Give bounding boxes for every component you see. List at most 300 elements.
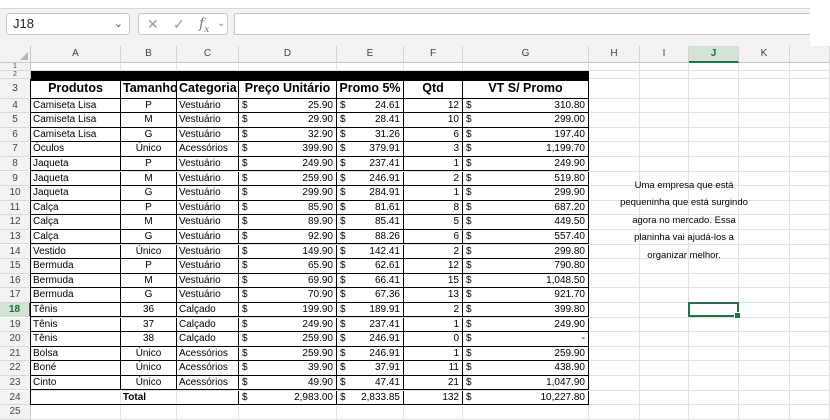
table-cell[interactable] xyxy=(463,186,589,201)
table-cell[interactable] xyxy=(463,361,589,376)
cell-value: 299.90 xyxy=(554,187,585,199)
table-cell[interactable] xyxy=(337,259,404,274)
row-header-11[interactable]: 11 xyxy=(0,201,31,216)
currency-symbol: $ xyxy=(242,99,248,111)
table-cell[interactable]: 21 xyxy=(404,376,463,391)
row-header-12[interactable]: 12 xyxy=(0,215,31,230)
table-cell[interactable]: 36 xyxy=(121,303,177,318)
currency-symbol: $ xyxy=(466,376,472,388)
table-cell[interactable]: M xyxy=(121,215,177,230)
table-cell[interactable] xyxy=(463,288,589,303)
currency-symbol: $ xyxy=(242,157,248,169)
column-header-h[interactable]: H xyxy=(589,46,640,63)
currency-symbol: $ xyxy=(242,362,248,374)
cell-value: 687.20 xyxy=(554,201,585,213)
table-cell[interactable]: M xyxy=(121,274,177,289)
cell-value: 31.26 xyxy=(374,128,400,140)
row-header-21[interactable]: 21 xyxy=(0,347,31,362)
table-cell[interactable] xyxy=(239,332,337,347)
cell-value: 65.90 xyxy=(307,260,333,272)
table-cell[interactable] xyxy=(337,347,404,362)
table-cell[interactable]: Cinto xyxy=(31,376,121,391)
cell-value: 237.41 xyxy=(369,157,400,169)
row-header-20[interactable]: 20 xyxy=(0,332,31,347)
row-header-18[interactable]: 18 xyxy=(0,303,31,318)
table-cell[interactable]: 38 xyxy=(121,332,177,347)
cell-value: 557.40 xyxy=(554,230,585,242)
table-cell[interactable]: 2 xyxy=(404,172,463,187)
currency-symbol: $ xyxy=(340,143,346,155)
table-cell[interactable]: Óculos xyxy=(31,142,121,157)
table-cell[interactable] xyxy=(463,274,589,289)
table-cell[interactable] xyxy=(239,318,337,333)
table-cell[interactable] xyxy=(463,230,589,245)
table-cell[interactable]: Vestuário xyxy=(177,157,239,172)
table-cell[interactable] xyxy=(239,274,337,289)
table-cell[interactable] xyxy=(337,172,404,187)
table-cell[interactable]: Vestuário xyxy=(177,259,239,274)
column-header-j[interactable]: J xyxy=(689,46,739,63)
cell-value: 81.61 xyxy=(374,201,400,213)
table-cell[interactable] xyxy=(463,215,589,230)
table-cell[interactable] xyxy=(239,99,337,114)
row-header-14[interactable]: 14 xyxy=(0,245,31,260)
table-cell[interactable]: 12 xyxy=(404,259,463,274)
cell-value: 259.90 xyxy=(302,347,333,359)
table-cell[interactable]: P xyxy=(121,99,177,114)
gridline xyxy=(789,63,790,420)
cell-value: 449.50 xyxy=(554,216,585,228)
table-cell[interactable] xyxy=(463,128,589,143)
currency-symbol: $ xyxy=(466,318,472,330)
table-header-cell: Tamanho xyxy=(121,79,177,99)
table-cell[interactable]: M xyxy=(121,172,177,187)
currency-symbol: $ xyxy=(242,245,248,257)
fill-handle[interactable] xyxy=(734,312,741,319)
row-header-13[interactable]: 13 xyxy=(0,230,31,245)
currency-symbol: $ xyxy=(466,157,472,169)
currency-symbol: $ xyxy=(466,143,472,155)
cell-value: 85.90 xyxy=(307,201,333,213)
column-header-g[interactable]: G xyxy=(463,46,589,63)
currency-symbol: $ xyxy=(466,347,472,359)
table-cell[interactable] xyxy=(463,318,589,333)
column-header-d[interactable]: D xyxy=(239,46,337,63)
cell-value: 249.90 xyxy=(554,318,585,330)
row-header-2[interactable]: 2 xyxy=(0,71,31,79)
cell-value: 62.61 xyxy=(374,260,400,272)
table-cell[interactable]: Bolsa xyxy=(31,347,121,362)
cell-value: 69.90 xyxy=(307,274,333,286)
currency-symbol: $ xyxy=(466,289,472,301)
cell-value: 85.41 xyxy=(374,216,400,228)
cell-value: 189.91 xyxy=(369,303,400,315)
row-header-1[interactable]: 1 xyxy=(0,63,31,71)
cell-value: 32.90 xyxy=(307,128,333,140)
table-cell[interactable] xyxy=(239,113,337,128)
table-cell[interactable]: 2 xyxy=(404,303,463,318)
table-cell[interactable]: Acessórios xyxy=(177,142,239,157)
table-cell[interactable] xyxy=(337,215,404,230)
currency-symbol: $ xyxy=(340,201,346,213)
table-cell[interactable]: Tênis xyxy=(31,303,121,318)
currency-symbol: $ xyxy=(340,187,346,199)
currency-symbol: $ xyxy=(466,216,472,228)
row-header-9[interactable]: 9 xyxy=(0,172,31,187)
chevron-down-icon[interactable]: ⌄ xyxy=(217,18,226,29)
column-header-c[interactable]: C xyxy=(177,46,239,63)
table-cell[interactable]: 1 xyxy=(404,157,463,172)
table-cell[interactable]: Vestuário xyxy=(177,201,239,216)
cell-value: 249.90 xyxy=(302,318,333,330)
insert-function-icon[interactable]: $f_x$ xyxy=(199,16,210,35)
cell-value: 67.36 xyxy=(374,289,400,301)
table-cell[interactable]: Boné xyxy=(31,361,121,376)
table-cell[interactable] xyxy=(463,259,589,274)
table-cell[interactable]: G xyxy=(121,288,177,303)
table-cell[interactable]: 6 xyxy=(404,230,463,245)
currency-symbol: $ xyxy=(466,201,472,213)
cell-value: 246.91 xyxy=(369,347,400,359)
table-cell[interactable]: P xyxy=(121,259,177,274)
cell-value: 49.90 xyxy=(307,376,333,388)
currency-symbol: $ xyxy=(242,376,248,388)
row-header-3[interactable]: 3 xyxy=(0,79,31,99)
table-cell[interactable] xyxy=(463,332,589,347)
currency-symbol: $ xyxy=(242,216,248,228)
table-cell[interactable]: Acessórios xyxy=(177,361,239,376)
table-cell[interactable] xyxy=(239,128,337,143)
currency-symbol: $ xyxy=(340,216,346,228)
cell-value: 237.41 xyxy=(369,318,400,330)
table-header-cell: Preço Unitário xyxy=(239,79,337,99)
cell-value: - xyxy=(581,333,585,345)
table-cell[interactable]: 1 xyxy=(404,186,463,201)
table-cell[interactable] xyxy=(239,245,337,260)
cell-value: 24.61 xyxy=(374,99,400,111)
currency-symbol: $ xyxy=(466,187,472,199)
table-cell[interactable]: Único xyxy=(121,376,177,391)
row-header-16[interactable]: 16 xyxy=(0,274,31,289)
table-cell[interactable] xyxy=(337,201,404,216)
cell-value: 259.90 xyxy=(554,347,585,359)
formula-buttons xyxy=(138,13,228,35)
cell-value: 2,983.00 xyxy=(294,391,333,403)
currency-symbol: $ xyxy=(340,99,346,111)
cell-value: 249.90 xyxy=(554,157,585,169)
total-preco[interactable] xyxy=(239,391,337,406)
cell-value: 246.91 xyxy=(369,333,400,345)
table-cell[interactable]: P xyxy=(121,201,177,216)
currency-symbol: $ xyxy=(242,201,248,213)
table-cell[interactable] xyxy=(463,245,589,260)
currency-symbol: $ xyxy=(340,230,346,242)
table-cell[interactable]: Calça xyxy=(31,230,121,245)
table-cell[interactable]: Calçado xyxy=(177,332,239,347)
row-header-4[interactable]: 4 xyxy=(0,99,31,114)
table-cell[interactable]: Único xyxy=(121,245,177,260)
table-cell[interactable] xyxy=(463,201,589,216)
table-cell[interactable] xyxy=(463,172,589,187)
cell-value: 92.90 xyxy=(307,230,333,242)
table-cell[interactable] xyxy=(239,303,337,318)
currency-symbol: $ xyxy=(340,362,346,374)
currency-symbol: $ xyxy=(466,128,472,140)
currency-symbol: $ xyxy=(340,274,346,286)
cell-value: 1,047.90 xyxy=(546,376,585,388)
row-header-6[interactable]: 6 xyxy=(0,128,31,143)
table-cell[interactable] xyxy=(337,318,404,333)
table-cell[interactable] xyxy=(337,142,404,157)
table-cell[interactable] xyxy=(239,259,337,274)
cell-value: 1,199.70 xyxy=(546,143,585,155)
table-cell[interactable]: Jaqueta xyxy=(31,157,121,172)
table-cell[interactable]: Vestuário xyxy=(177,230,239,245)
currency-symbol: $ xyxy=(242,143,248,155)
table-cell[interactable]: 0 xyxy=(404,332,463,347)
row-header-23[interactable]: 23 xyxy=(0,376,31,391)
table-cell[interactable]: Único xyxy=(121,142,177,157)
table-cell[interactable]: Bermuda xyxy=(31,288,121,303)
table-cell[interactable]: Vestuário xyxy=(177,128,239,143)
currency-symbol: $ xyxy=(466,303,472,315)
name-box[interactable] xyxy=(6,13,130,35)
cell-value: 149.90 xyxy=(302,245,333,257)
currency-symbol: $ xyxy=(242,114,248,126)
cell-value: 249.90 xyxy=(302,157,333,169)
table-cell[interactable] xyxy=(239,361,337,376)
currency-symbol: $ xyxy=(466,274,472,286)
currency-symbol: $ xyxy=(466,333,472,345)
table-cell[interactable]: 5 xyxy=(404,215,463,230)
table-cell[interactable] xyxy=(337,376,404,391)
table-cell[interactable]: Camiseta Lisa xyxy=(31,128,121,143)
total-vt[interactable] xyxy=(463,391,589,406)
table-cell[interactable]: G xyxy=(121,230,177,245)
currency-symbol: $ xyxy=(340,114,346,126)
cell-value: 88.26 xyxy=(374,230,400,242)
cell-value: 142.41 xyxy=(369,245,400,257)
currency-symbol: $ xyxy=(242,260,248,272)
table-cell[interactable] xyxy=(337,113,404,128)
currency-symbol: $ xyxy=(242,128,248,140)
table-cell[interactable] xyxy=(337,157,404,172)
table-cell[interactable]: Bermuda xyxy=(31,259,121,274)
table-cell[interactable]: Camiseta Lisa xyxy=(31,113,121,128)
table-cell[interactable] xyxy=(239,142,337,157)
table-cell[interactable] xyxy=(463,303,589,318)
currency-symbol: $ xyxy=(340,245,346,257)
row-header-17[interactable]: 17 xyxy=(0,288,31,303)
table-cell[interactable]: Calça xyxy=(31,201,121,216)
table-cell[interactable] xyxy=(239,215,337,230)
table-cell[interactable]: Vestuário xyxy=(177,274,239,289)
row-header-8[interactable]: 8 xyxy=(0,157,31,172)
currency-symbol: $ xyxy=(466,245,472,257)
cell-value: 66.41 xyxy=(374,274,400,286)
table-cell[interactable]: 6 xyxy=(404,128,463,143)
row-header-5[interactable]: 5 xyxy=(0,113,31,128)
cell-value: 519.80 xyxy=(554,172,585,184)
row-header-19[interactable]: 19 xyxy=(0,318,31,333)
formula-bar-area xyxy=(0,0,810,46)
table-cell[interactable]: Tênis xyxy=(31,318,121,333)
table-cell[interactable]: 3 xyxy=(404,142,463,157)
table-cell[interactable]: 8 xyxy=(404,201,463,216)
currency-symbol: $ xyxy=(242,274,248,286)
table-cell[interactable]: Único xyxy=(121,347,177,362)
table-cell[interactable]: Único xyxy=(121,361,177,376)
table-cell[interactable]: 37 xyxy=(121,318,177,333)
table-cell[interactable]: Vestuário xyxy=(177,172,239,187)
table-cell[interactable] xyxy=(337,303,404,318)
selected-cell[interactable] xyxy=(688,302,739,318)
table-cell[interactable]: Vestuário xyxy=(177,99,239,114)
cell-value: 47.41 xyxy=(374,376,400,388)
table-cell[interactable] xyxy=(463,347,589,362)
table-cell[interactable]: Jaqueta xyxy=(31,186,121,201)
currency-symbol: $ xyxy=(466,391,472,403)
formula-input[interactable] xyxy=(234,13,810,35)
table-header-cell: Promo 5% xyxy=(337,79,404,99)
table-cell[interactable]: Camiseta Lisa xyxy=(31,99,121,114)
name-box-value: J18 xyxy=(13,16,34,31)
currency-symbol: $ xyxy=(466,260,472,272)
table-cell[interactable]: Vestuário xyxy=(177,186,239,201)
table-cell[interactable]: 15 xyxy=(404,274,463,289)
table-cell[interactable]: Calça xyxy=(31,215,121,230)
note-text-line: planinha vai ajudá-los a xyxy=(634,232,734,243)
table-cell[interactable] xyxy=(337,230,404,245)
row-header-10[interactable]: 10 xyxy=(0,186,31,201)
select-all-corner[interactable] xyxy=(0,46,31,63)
table-cell[interactable]: Tênis xyxy=(31,332,121,347)
confirm-icon[interactable]: ✓ xyxy=(173,16,185,32)
table-cell[interactable]: Jaqueta xyxy=(31,172,121,187)
cancel-icon[interactable]: ✕ xyxy=(147,16,159,32)
table-cell[interactable] xyxy=(337,128,404,143)
table-cell[interactable]: 10 xyxy=(404,113,463,128)
column-header-extra xyxy=(790,46,830,63)
table-cell[interactable] xyxy=(239,376,337,391)
column-header-b[interactable]: B xyxy=(121,46,177,63)
table-cell[interactable] xyxy=(337,186,404,201)
table-cell[interactable]: 12 xyxy=(404,99,463,114)
table-cell[interactable] xyxy=(337,332,404,347)
table-cell[interactable] xyxy=(337,274,404,289)
table-cell[interactable]: 2 xyxy=(404,245,463,260)
column-header-a[interactable]: A xyxy=(31,46,121,63)
table-cell[interactable] xyxy=(239,288,337,303)
column-header-f[interactable]: F xyxy=(404,46,463,63)
note-text-line: agora no mercado. Essa xyxy=(632,214,736,226)
table-cell[interactable]: 1 xyxy=(404,318,463,333)
cell-value: 197.40 xyxy=(554,128,585,140)
table-cell[interactable]: Vestuário xyxy=(177,245,239,260)
cell-value: 299.80 xyxy=(554,245,585,257)
cell-value: 379.91 xyxy=(369,143,400,155)
currency-symbol: $ xyxy=(242,289,248,301)
currency-symbol: $ xyxy=(340,289,346,301)
row-header-7[interactable]: 7 xyxy=(0,142,31,157)
currency-symbol: $ xyxy=(466,114,472,126)
table-cell[interactable] xyxy=(463,376,589,391)
row-header-22[interactable]: 22 xyxy=(0,361,31,376)
column-header-k[interactable]: K xyxy=(739,46,790,63)
ribbon-bottom-edge xyxy=(0,0,810,9)
row-header-25[interactable]: 25 xyxy=(0,405,31,420)
table-cell[interactable] xyxy=(239,347,337,362)
table-cell[interactable]: Acessórios xyxy=(177,347,239,362)
table-cell[interactable]: Vestuário xyxy=(177,215,239,230)
table-cell[interactable] xyxy=(337,288,404,303)
table-cell[interactable]: G xyxy=(121,186,177,201)
table-cell[interactable] xyxy=(337,361,404,376)
row-header-15[interactable]: 15 xyxy=(0,259,31,274)
total-qtd[interactable]: 132 xyxy=(404,391,463,406)
cell-value: 70.90 xyxy=(307,289,333,301)
currency-symbol: $ xyxy=(242,333,248,345)
table-cell[interactable]: Calçado xyxy=(177,303,239,318)
cell-value: 37.91 xyxy=(374,362,400,374)
table-cell[interactable]: 13 xyxy=(404,288,463,303)
table-cell[interactable]: Acessórios xyxy=(177,376,239,391)
table-cell[interactable]: G xyxy=(121,128,177,143)
row-header-24[interactable]: 24 xyxy=(0,391,31,406)
cell-value: 259.90 xyxy=(302,333,333,345)
table-cell[interactable]: Bermuda xyxy=(31,274,121,289)
note-text-line: pequeninha que está surgindo xyxy=(620,197,748,208)
note-text-line: organizar melhor. xyxy=(647,249,721,261)
table-cell[interactable] xyxy=(239,201,337,216)
table-cell[interactable] xyxy=(463,99,589,114)
table-cell[interactable]: 11 xyxy=(404,361,463,376)
table-cell[interactable]: 1 xyxy=(404,347,463,362)
column-header-i[interactable]: I xyxy=(640,46,689,63)
table-cell[interactable]: Calçado xyxy=(177,318,239,333)
table-cell[interactable] xyxy=(239,157,337,172)
table-cell[interactable]: M xyxy=(121,113,177,128)
chevron-down-icon[interactable]: ⌄ xyxy=(113,18,123,30)
table-cell[interactable] xyxy=(239,230,337,245)
table-cell[interactable] xyxy=(239,172,337,187)
currency-symbol: $ xyxy=(242,172,248,184)
table-cell[interactable] xyxy=(463,157,589,172)
table-cell[interactable] xyxy=(463,142,589,157)
currency-symbol: $ xyxy=(242,347,248,359)
total-promo[interactable] xyxy=(337,391,404,406)
table-cell[interactable] xyxy=(463,113,589,128)
table-cell[interactable] xyxy=(337,245,404,260)
cell-value: 921.70 xyxy=(554,289,585,301)
table-header-cell: Categoria xyxy=(177,79,239,99)
table-cell[interactable]: Vestuário xyxy=(177,113,239,128)
cell-value: 438.90 xyxy=(554,362,585,374)
table-cell[interactable]: Vestuário xyxy=(177,288,239,303)
currency-symbol: $ xyxy=(340,172,346,184)
table-cell[interactable] xyxy=(239,186,337,201)
table-cell[interactable]: P xyxy=(121,157,177,172)
currency-symbol: $ xyxy=(466,230,472,242)
table-cell[interactable]: Vestido xyxy=(31,245,121,260)
currency-symbol: $ xyxy=(340,303,346,315)
column-header-e[interactable]: E xyxy=(337,46,404,63)
currency-symbol: $ xyxy=(242,391,248,403)
cell-value: 790.80 xyxy=(554,260,585,272)
currency-symbol: $ xyxy=(242,303,248,315)
cell-value: 2,833.85 xyxy=(361,391,400,403)
table-cell[interactable] xyxy=(337,99,404,114)
